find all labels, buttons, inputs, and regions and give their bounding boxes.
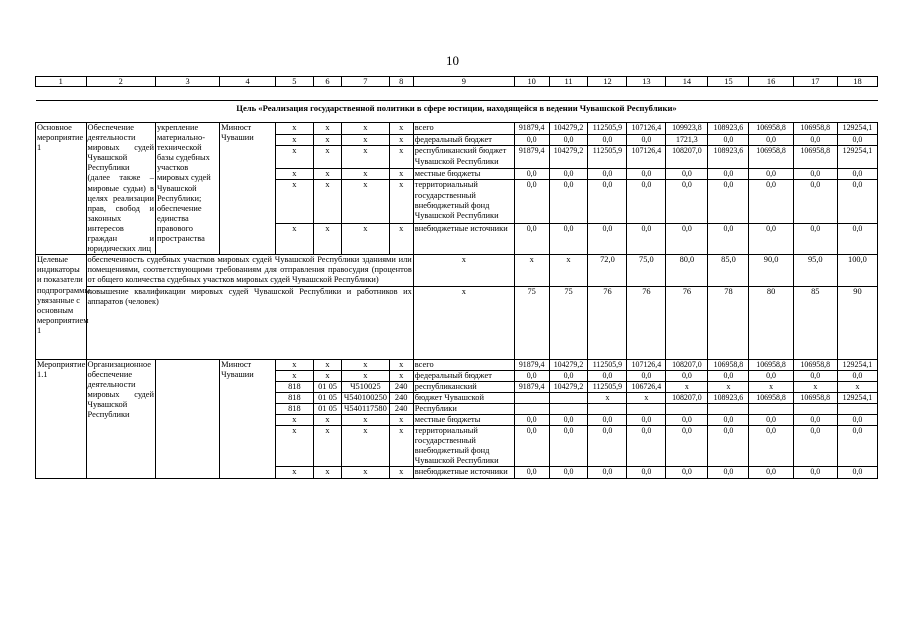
value-cell: 91879,4: [514, 123, 549, 135]
code-cell: x: [275, 426, 313, 467]
code-cell: x: [389, 467, 413, 478]
value-cell: 0,0: [627, 180, 666, 224]
measure-label: Мероприятие 1.1: [36, 359, 87, 478]
code-cell: x: [389, 426, 413, 467]
funding-source: республиканский: [413, 381, 514, 392]
code-cell: x: [313, 370, 341, 381]
value-cell: 1721,3: [666, 134, 708, 146]
indicators-label: Целевые индикаторы и показатели подпрограммы, увязанные с основным мероприятием 1: [36, 255, 87, 359]
value-cell: 80: [749, 286, 793, 359]
code-cell: x: [313, 123, 341, 135]
code-cell: Ч510025: [342, 381, 389, 392]
value-cell: 76: [627, 286, 666, 359]
header-cell: 12: [588, 77, 627, 87]
value-cell: 0,0: [666, 370, 708, 381]
code-cell: x: [275, 414, 313, 425]
measure-description: Обеспечение деятельности мировых судей Чувашской Республики (далее также – мировые судьи) в целях реализации прав, свобод и законных интересов граждан и юридических лиц: [87, 123, 154, 254]
value-cell: 0,0: [627, 224, 666, 255]
value-cell: x: [837, 381, 877, 392]
indicator-row: [36, 255, 878, 286]
value-cell: 0,0: [708, 426, 749, 467]
value-cell: 104279,2: [549, 146, 588, 168]
code-cell: x: [389, 146, 413, 168]
value-cell: 0,0: [837, 414, 877, 425]
value-cell: 106726,4: [627, 381, 666, 392]
header-cell: 2: [86, 77, 155, 87]
code-cell: x: [342, 359, 389, 370]
code-cell: x: [389, 414, 413, 425]
value-cell: 129254,1: [837, 146, 877, 168]
value-cell: 0,0: [793, 224, 837, 255]
code-cell: x: [389, 224, 413, 255]
header-cell: 15: [708, 77, 749, 87]
value-cell: 109923,8: [666, 123, 708, 135]
value-cell: 78: [708, 286, 749, 359]
value-cell: 0,0: [549, 467, 588, 478]
value-cell: 106958,8: [749, 146, 793, 168]
value-cell: 0,0: [749, 134, 793, 146]
header-cell: 8: [389, 77, 413, 87]
value-cell: 106958,8: [793, 146, 837, 168]
code-cell: x: [342, 168, 389, 180]
executor: Минюст Чувашии: [220, 359, 276, 478]
value-cell: 0,0: [666, 414, 708, 425]
value-cell: 91879,4: [514, 381, 549, 392]
spacer: [36, 87, 878, 101]
value-cell: [666, 403, 708, 414]
header-cell: 16: [749, 77, 793, 87]
funding-source: федеральный бюджет: [413, 370, 514, 381]
value-cell: x: [708, 381, 749, 392]
value-cell: 106958,8: [793, 359, 837, 370]
code-cell: 240: [389, 392, 413, 403]
code-cell: Ч540117580: [342, 403, 389, 414]
value-cell: 108207,0: [666, 359, 708, 370]
value-cell: 104279,2: [549, 123, 588, 135]
code-cell: x: [275, 467, 313, 478]
value-cell: 85,0: [708, 255, 749, 286]
value-cell: 0,0: [837, 180, 877, 224]
value-cell: 0,0: [549, 168, 588, 180]
value-cell: 0,0: [588, 224, 627, 255]
value-cell: 0,0: [749, 414, 793, 425]
value-cell: 85: [793, 286, 837, 359]
value-cell: 0,0: [837, 224, 877, 255]
value-cell: x: [749, 381, 793, 392]
value-cell: 0,0: [666, 224, 708, 255]
code-cell: 818: [275, 381, 313, 392]
code-cell: x: [389, 180, 413, 224]
value-cell: [514, 392, 549, 403]
code-cell: 818: [275, 403, 313, 414]
header-cell: 11: [549, 77, 588, 87]
code-cell: x: [313, 180, 341, 224]
value-cell: 76: [588, 286, 627, 359]
table-row: [36, 359, 878, 370]
code-cell: 240: [389, 381, 413, 392]
value-cell: 108923,6: [708, 392, 749, 403]
code-cell: x: [275, 180, 313, 224]
value-cell: 104279,2: [549, 381, 588, 392]
value-cell: 0,0: [749, 224, 793, 255]
value-cell: 0,0: [627, 414, 666, 425]
value-cell: 107126,4: [627, 146, 666, 168]
value-cell: 0,0: [549, 134, 588, 146]
code-cell: x: [275, 146, 313, 168]
code-cell: x: [275, 123, 313, 135]
value-cell: 0,0: [627, 426, 666, 467]
indicator-text: повышение квалификации мировых судей Чувашской Республики и работников их аппаратов (человек): [86, 286, 413, 359]
code-cell: 818: [275, 392, 313, 403]
funding-source: внебюджетные источники: [413, 467, 514, 478]
value-cell: x: [514, 255, 549, 286]
value-cell: 106958,8: [708, 359, 749, 370]
value-cell: 112505,9: [588, 359, 627, 370]
code-cell: x: [342, 467, 389, 478]
value-cell: 108923,6: [708, 123, 749, 135]
value-cell: 0,0: [793, 134, 837, 146]
value-cell: 0,0: [793, 426, 837, 467]
table-row: [36, 123, 878, 135]
header-row: [36, 77, 878, 87]
value-cell: 0,0: [549, 224, 588, 255]
value-cell: 95,0: [793, 255, 837, 286]
value-cell: 0,0: [627, 467, 666, 478]
value-cell: 112505,9: [588, 123, 627, 135]
indicator-row: [36, 286, 878, 359]
value-cell: 108207,0: [666, 392, 708, 403]
value-cell: 0,0: [588, 370, 627, 381]
header-cell: 1: [36, 77, 87, 87]
value-cell: [749, 403, 793, 414]
value-cell: 0,0: [588, 168, 627, 180]
value-cell: 0,0: [627, 134, 666, 146]
value-cell: 0,0: [749, 426, 793, 467]
value-cell: 0,0: [666, 180, 708, 224]
funding-source: Республики: [413, 403, 514, 414]
code-cell: 01 05: [313, 403, 341, 414]
funding-source: всего: [413, 123, 514, 135]
goal-title: Цель «Реализация государственной политики в сфере юстиции, находящейся в ведении Чувашской Республики»: [236, 103, 677, 113]
value-cell: 0,0: [549, 180, 588, 224]
code-cell: x: [389, 168, 413, 180]
code-cell: x: [389, 134, 413, 146]
value-cell: 0,0: [514, 134, 549, 146]
value-cell: 80,0: [666, 255, 708, 286]
value-cell: 0,0: [749, 180, 793, 224]
code-cell: x: [275, 224, 313, 255]
indicator-x: x: [413, 286, 514, 359]
value-cell: 100,0: [837, 255, 877, 286]
value-cell: 0,0: [837, 426, 877, 467]
funding-source: внебюджетные источники: [413, 224, 514, 255]
header-cell: 14: [666, 77, 708, 87]
code-cell: x: [313, 467, 341, 478]
value-cell: [837, 403, 877, 414]
value-cell: 0,0: [514, 370, 549, 381]
code-cell: Ч540100250: [342, 392, 389, 403]
value-cell: 0,0: [837, 168, 877, 180]
value-cell: 0,0: [588, 180, 627, 224]
value-cell: x: [588, 392, 627, 403]
value-cell: [514, 403, 549, 414]
code-cell: 01 05: [313, 392, 341, 403]
value-cell: 0,0: [749, 168, 793, 180]
header-cell: 10: [514, 77, 549, 87]
header-cell: 7: [342, 77, 389, 87]
value-cell: 108923,6: [708, 146, 749, 168]
value-cell: x: [666, 381, 708, 392]
code-cell: x: [313, 134, 341, 146]
value-cell: 0,0: [514, 224, 549, 255]
value-cell: 72,0: [588, 255, 627, 286]
code-cell: x: [342, 123, 389, 135]
value-cell: 129254,1: [837, 392, 877, 403]
value-cell: 0,0: [514, 168, 549, 180]
value-cell: 0,0: [666, 168, 708, 180]
header-cell: 5: [275, 77, 313, 87]
code-cell: x: [275, 168, 313, 180]
value-cell: x: [793, 381, 837, 392]
value-cell: 0,0: [588, 467, 627, 478]
value-cell: 0,0: [793, 467, 837, 478]
value-cell: 90,0: [749, 255, 793, 286]
value-cell: 75: [549, 286, 588, 359]
code-cell: x: [313, 168, 341, 180]
value-cell: 0,0: [749, 467, 793, 478]
value-cell: x: [627, 392, 666, 403]
value-cell: 0,0: [514, 414, 549, 425]
value-cell: 0,0: [514, 426, 549, 467]
header-cell: 6: [313, 77, 341, 87]
value-cell: 0,0: [514, 180, 549, 224]
code-cell: x: [313, 146, 341, 168]
value-cell: 106958,8: [749, 123, 793, 135]
code-cell: x: [275, 134, 313, 146]
value-cell: 106958,8: [749, 359, 793, 370]
value-cell: [549, 392, 588, 403]
value-cell: 107126,4: [627, 123, 666, 135]
code-cell: x: [342, 414, 389, 425]
value-cell: 0,0: [549, 426, 588, 467]
value-cell: 106958,8: [749, 392, 793, 403]
value-cell: 0,0: [588, 426, 627, 467]
code-cell: x: [342, 370, 389, 381]
value-cell: 75,0: [627, 255, 666, 286]
code-cell: x: [342, 224, 389, 255]
funding-source: местные бюджеты: [413, 168, 514, 180]
page-number: 10: [446, 53, 459, 68]
value-cell: 0,0: [708, 134, 749, 146]
code-cell: x: [313, 224, 341, 255]
value-cell: x: [549, 255, 588, 286]
value-cell: 0,0: [549, 370, 588, 381]
value-cell: 0,0: [837, 467, 877, 478]
header-cell: 9: [413, 77, 514, 87]
value-cell: 0,0: [666, 426, 708, 467]
value-cell: 0,0: [666, 467, 708, 478]
expected-result: [155, 359, 219, 478]
value-cell: 0,0: [793, 370, 837, 381]
funding-source: республиканский бюджет Чувашской Республики: [413, 146, 514, 168]
value-cell: 0,0: [708, 224, 749, 255]
funding-source: территориальный государственный внебюджетный фонд Чувашской Республики: [413, 180, 514, 224]
value-cell: 106958,8: [793, 123, 837, 135]
value-cell: 0,0: [793, 168, 837, 180]
value-cell: 0,0: [749, 370, 793, 381]
value-cell: 112505,9: [588, 146, 627, 168]
value-cell: 0,0: [793, 414, 837, 425]
funding-source: территориальный государственный внебюджетный фонд Чувашской Республики: [413, 426, 514, 467]
main-measure-label: Основное мероприятие 1: [36, 123, 87, 255]
value-cell: [588, 403, 627, 414]
value-cell: 107126,4: [627, 359, 666, 370]
value-cell: 76: [666, 286, 708, 359]
spacer: [36, 115, 878, 123]
code-cell: x: [313, 414, 341, 425]
code-cell: x: [275, 359, 313, 370]
code-cell: x: [342, 180, 389, 224]
value-cell: 90: [837, 286, 877, 359]
indicator-text: обеспеченность судебных участков мировых судей Чувашской Республики зданиями или помещениями, соответствующими требованиям для отправления правосудия (процентов от общего количества судебных участков мировых судей Чувашской Республики): [87, 255, 412, 285]
program-table: [35, 76, 878, 479]
code-cell: x: [313, 426, 341, 467]
value-cell: 104279,2: [549, 359, 588, 370]
code-cell: x: [342, 134, 389, 146]
value-cell: 0,0: [708, 370, 749, 381]
code-cell: 01 05: [313, 381, 341, 392]
value-cell: 0,0: [627, 168, 666, 180]
value-cell: 0,0: [708, 467, 749, 478]
code-cell: x: [389, 359, 413, 370]
value-cell: 91879,4: [514, 146, 549, 168]
executor: Минюст Чувашии: [220, 123, 276, 255]
code-cell: x: [389, 370, 413, 381]
value-cell: 0,0: [588, 414, 627, 425]
funding-source: всего: [413, 359, 514, 370]
header-cell: 3: [155, 77, 219, 87]
value-cell: 0,0: [708, 168, 749, 180]
value-cell: [708, 403, 749, 414]
code-cell: x: [342, 426, 389, 467]
indicator-x: x: [413, 255, 514, 286]
value-cell: [549, 403, 588, 414]
value-cell: 0,0: [514, 467, 549, 478]
code-cell: 240: [389, 403, 413, 414]
funding-source: бюджет Чувашской: [413, 392, 514, 403]
value-cell: 91879,4: [514, 359, 549, 370]
value-cell: 0,0: [627, 370, 666, 381]
header-cell: 18: [837, 77, 877, 87]
value-cell: 112505,9: [588, 381, 627, 392]
measure-description: Организационное обеспечение деятельности мировых судей Чувашской Республики: [86, 359, 155, 478]
value-cell: 75: [514, 286, 549, 359]
value-cell: [793, 403, 837, 414]
value-cell: 108207,0: [666, 146, 708, 168]
value-cell: 0,0: [588, 134, 627, 146]
value-cell: 129254,1: [837, 123, 877, 135]
value-cell: 0,0: [708, 180, 749, 224]
code-cell: x: [275, 370, 313, 381]
value-cell: 0,0: [708, 414, 749, 425]
header-cell: 4: [220, 77, 276, 87]
header-cell: 13: [627, 77, 666, 87]
code-cell: x: [313, 359, 341, 370]
value-cell: 0,0: [837, 134, 877, 146]
expected-result: укрепление материально-технической базы судебных участков мировых судей Чувашской Республики; обеспечение единства правового пространства: [155, 123, 219, 255]
code-cell: x: [342, 146, 389, 168]
funding-source: федеральный бюджет: [413, 134, 514, 146]
funding-source: местные бюджеты: [413, 414, 514, 425]
value-cell: [627, 403, 666, 414]
header-cell: 17: [793, 77, 837, 87]
code-cell: x: [389, 123, 413, 135]
value-cell: 129254,1: [837, 359, 877, 370]
value-cell: 0,0: [549, 414, 588, 425]
value-cell: 0,0: [793, 180, 837, 224]
value-cell: 0,0: [837, 370, 877, 381]
value-cell: 106958,8: [793, 392, 837, 403]
